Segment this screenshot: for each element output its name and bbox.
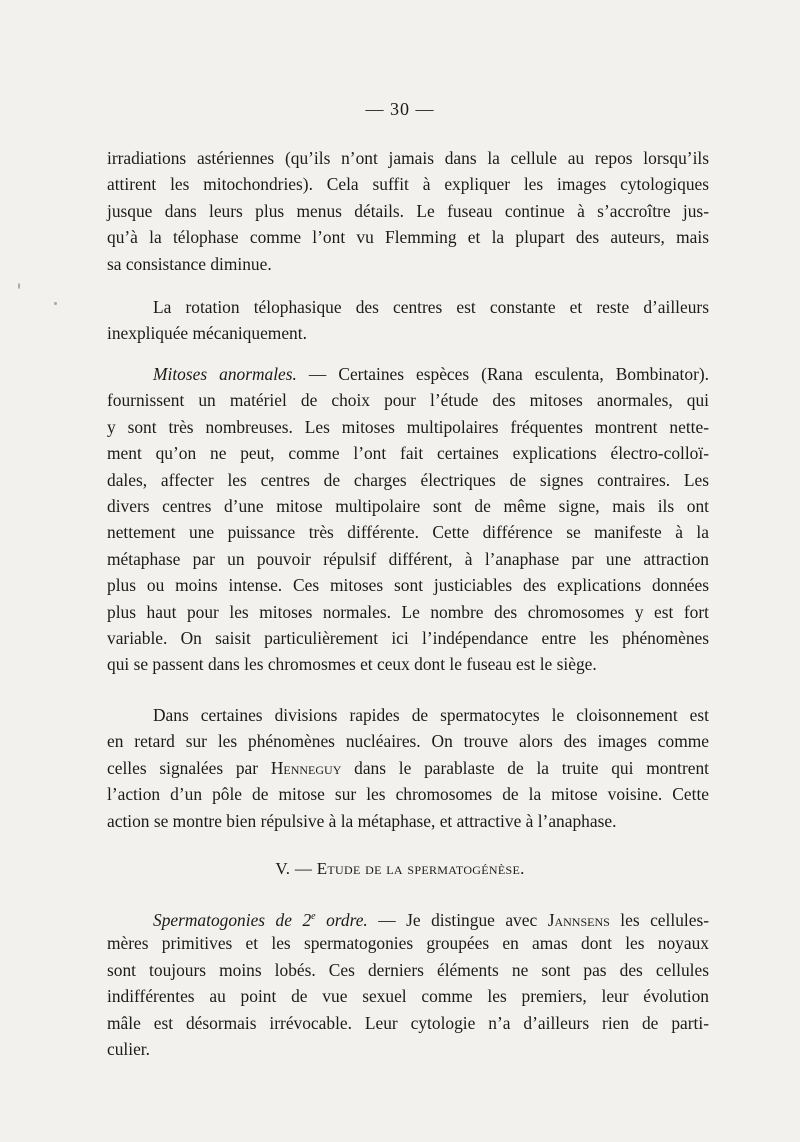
- paragraph-line: action se montre bien répulsive à la métaphase, et attractive à l’anaphase.: [107, 810, 617, 831]
- paragraph-4: [107, 702, 709, 834]
- paragraph-lead-line: [107, 361, 709, 387]
- scan-speck: [18, 283, 20, 289]
- text-fragment: dans le parablaste de la truite qui montrent: [341, 757, 709, 778]
- paragraph-lead-italic: Mitoses anormales.: [153, 364, 297, 384]
- paragraph-line: irradiations astériennes (qu’ils n’ont jamais dans la cellule au repos lorsqu’ils: [107, 148, 709, 168]
- scan-speck: [54, 302, 57, 305]
- paragraph-line: mâle est désormais irrévocable. Leur cytologie n’a d’ailleurs rien de parti-: [107, 1012, 709, 1033]
- paragraph-line: l’action d’un pôle de mitose sur les chromosomes de la mitose voisine. Cette: [107, 784, 709, 805]
- page-number: — 30 —: [365, 99, 435, 119]
- paragraph-line: jusque dans leurs plus menus détails. Le fuseau continue à s’accroître jus-: [107, 200, 709, 221]
- paragraph-line: ment qu’on ne peut, comme l’ont fait certaines explications électro-colloï-: [107, 443, 709, 464]
- paragraph-line: nettement une puissance très différente. Cette différence se manifeste à la: [107, 522, 709, 543]
- text-fragment: les cellules-: [609, 909, 709, 930]
- paragraph-line: en retard sur les phénomènes nucléaires. On trouve alors des images comme: [107, 731, 709, 752]
- paragraph-line: métaphase par un pouvoir répulsif différent, à l’anaphase par une attraction: [107, 548, 709, 569]
- paragraph-line: plus ou moins intense. Ces mitoses sont justiciables des explications données: [107, 575, 709, 596]
- paragraph-line: qui se passent dans les chromosmes et ceux dont le fuseau est le siège.: [107, 654, 597, 675]
- paragraph-line: Dans certaines divisions rapides de spermatocytes le cloisonnement est: [153, 705, 709, 725]
- paragraph-line: mères primitives et les spermatogonies groupées en amas dont les noyaux: [107, 933, 709, 954]
- section-heading: [0, 859, 800, 879]
- paragraph-line: sa consistance diminue.: [107, 253, 272, 274]
- section-title: Etude de la spermatogénèse.: [316, 859, 525, 878]
- paragraph-line: plus haut pour les mitoses normales. Le nombre des chromosomes y est fort: [107, 601, 709, 622]
- paragraph-line: variable. On saisit particulièrement ici l’indépendance entre les phénomènes: [107, 627, 709, 648]
- paragraph-lead-line: [107, 904, 709, 930]
- paragraph-line: La rotation télophasique des centres est constante et reste d’ailleurs: [153, 297, 709, 317]
- section-numeral: V. —: [275, 859, 317, 878]
- paragraph-line: inexpliquée mécaniquement.: [107, 323, 307, 344]
- author-name: Jannsens: [547, 909, 610, 930]
- paragraph-lead-italic: Spermatogonies de 2: [153, 909, 312, 930]
- paragraph-line: attirent les mitochondries). Cela suffit à expliquer les images cytologiques: [107, 174, 709, 195]
- paragraph-line: y sont très nombreuses. Les mitoses multipolaires fréquentes montrent nette-: [107, 416, 709, 437]
- paragraph-lead-italic: ordre.: [315, 909, 368, 930]
- author-name: Henneguy: [270, 757, 342, 778]
- paragraph-line: indifférentes au point de vue sexuel comme les premiers, leur évolution: [107, 986, 709, 1007]
- paragraph-line: qu’à la télophase comme l’ont vu Flemming et la plupart des auteurs, mais: [107, 227, 709, 248]
- paragraph-3: [107, 361, 709, 678]
- paragraph-line: sont toujours moins lobés. Ces derniers éléments ne sont pas des cellules: [107, 959, 709, 980]
- paragraph-5: [107, 904, 709, 1062]
- paragraph-line: fournissent un matériel de choix pour l’étude des mitoses anormales, qui: [107, 390, 709, 411]
- paragraph-lead-text: — Certaines espèces (Rana esculenta, Bombinator).: [296, 364, 709, 384]
- text-fragment: — Je distingue avec: [367, 909, 548, 930]
- paragraph-line: culier.: [107, 1038, 150, 1059]
- paragraph-line: divers centres d’une mitose multipolaire sont de même signe, mais ils ont: [107, 495, 709, 516]
- superscript: e: [311, 911, 316, 922]
- paragraph-line-with-author: [107, 755, 709, 781]
- paragraph-2: [107, 294, 709, 347]
- paragraph-1: [107, 145, 709, 277]
- paragraph-line: dales, affecter les centres de charges électriques de signes contraires. Les: [107, 469, 709, 490]
- text-fragment: celles signalées par: [107, 757, 271, 778]
